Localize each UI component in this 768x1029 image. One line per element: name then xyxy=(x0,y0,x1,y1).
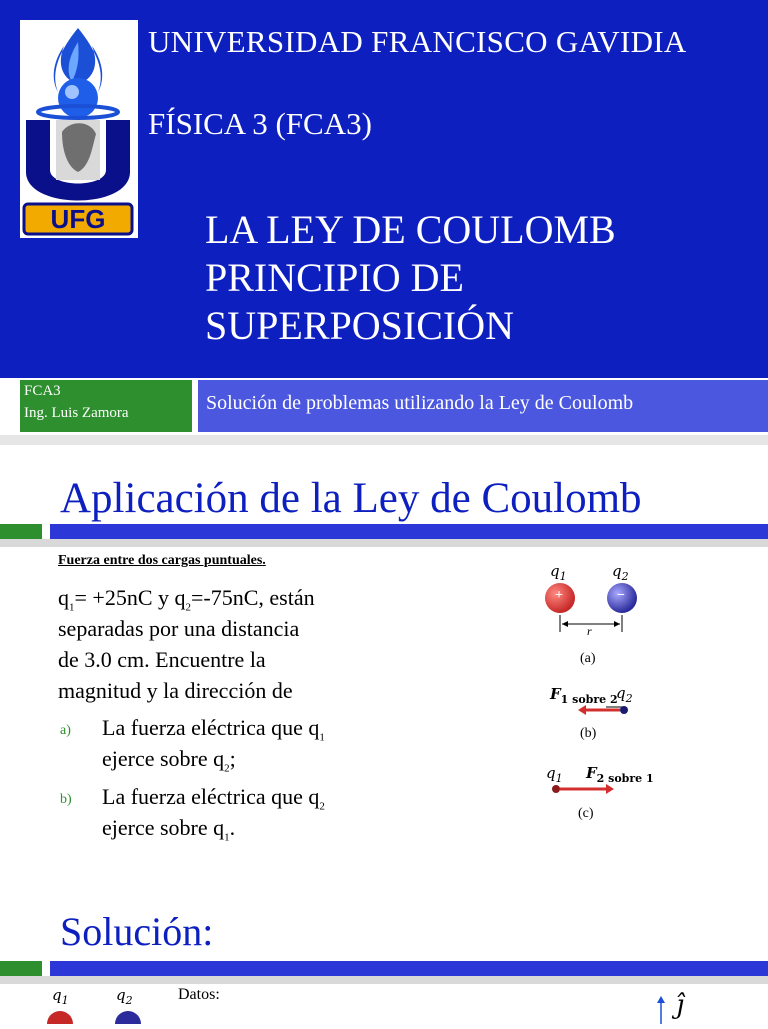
problem-line-4: magnitud y la dirección de xyxy=(58,678,293,703)
diagram-caption-c: (c) xyxy=(578,806,594,821)
slide2-title: Aplicación de la Ley de Coulomb xyxy=(60,475,642,522)
title-slide xyxy=(0,0,768,435)
slide3-accent-blue xyxy=(50,961,768,976)
footer-course: FCA3 xyxy=(24,383,61,399)
force-label-c: $F_{2 sobre 1}$ xyxy=(586,764,654,785)
slide2-accent-blue xyxy=(50,524,768,539)
charges-diagram xyxy=(520,560,670,830)
minus-sign: − xyxy=(617,588,625,603)
distance-label: r xyxy=(587,624,592,638)
data-label: Datos: xyxy=(178,986,220,1003)
course-name: FÍSICA 3 (FCA3) xyxy=(148,106,372,141)
slide2-accent-green xyxy=(0,524,42,539)
slide-separator xyxy=(0,435,768,445)
slide3-q1-label: $q_1$ xyxy=(52,986,69,1007)
diagram-caption-b: (b) xyxy=(580,726,597,741)
item-b-marker: b) xyxy=(60,792,72,807)
plus-sign: + xyxy=(555,588,563,603)
slide3-accent-green xyxy=(0,961,42,976)
diagram-q2-label: $q_2$ xyxy=(612,562,629,583)
slide2-subtitle: Fuerza entre dos cargas puntuales. xyxy=(58,553,266,568)
footer-topic: Solución de problemas utilizando la Ley de Coulomb xyxy=(206,392,634,414)
slide3-charges xyxy=(44,1006,194,1024)
footer-instructor: Ing. Luis Zamora xyxy=(24,405,129,421)
ufg-logo xyxy=(20,20,138,238)
university-name: UNIVERSIDAD FRANCISCO GAVIDIA xyxy=(148,24,687,59)
diagram-q1-label: $q_1$ xyxy=(550,562,567,583)
title-line-1: LA LEY DE COULOMB xyxy=(205,207,616,252)
slide3-title: Solución: xyxy=(60,909,214,954)
slide3-q2-label: $q_2$ xyxy=(116,986,133,1007)
footer-topic-box xyxy=(198,380,768,432)
diagram-q2-label-b: $q_2$ xyxy=(616,684,633,705)
title-line-3: SUPERPOSICIÓN xyxy=(205,303,514,348)
axis-arrow-icon xyxy=(656,996,666,1024)
force-label-b: $F_{1 sobre 2}$ xyxy=(550,685,618,706)
item-a-line-1: La fuerza eléctrica que $q_1$ xyxy=(102,715,325,744)
footer-course-box xyxy=(20,380,192,432)
logo-text: UFG xyxy=(50,204,106,234)
diagram-caption-a: (a) xyxy=(580,651,596,666)
problem-line-2: separadas por una distancia xyxy=(58,616,300,641)
unit-vector-j: ĵ xyxy=(676,990,685,1020)
item-a-marker: a) xyxy=(60,723,71,738)
problem-line-1: $q_1= +25nC$ y $q_2=-75nC$, están xyxy=(58,585,315,614)
slide2-band xyxy=(0,539,768,547)
item-b-line-2: ejerce sobre $q_1$. xyxy=(102,815,236,844)
item-b-line-1: La fuerza eléctrica que $q_2$ xyxy=(102,784,325,813)
title-line-2: PRINCIPIO DE xyxy=(205,255,464,300)
problem-line-3: de 3.0 cm. Encuentre la xyxy=(58,647,266,672)
slide3-band xyxy=(0,976,768,984)
diagram-q1-label-c: $q_1$ xyxy=(546,764,563,785)
item-a-line-2: ejerce sobre $q_2$; xyxy=(102,746,236,775)
